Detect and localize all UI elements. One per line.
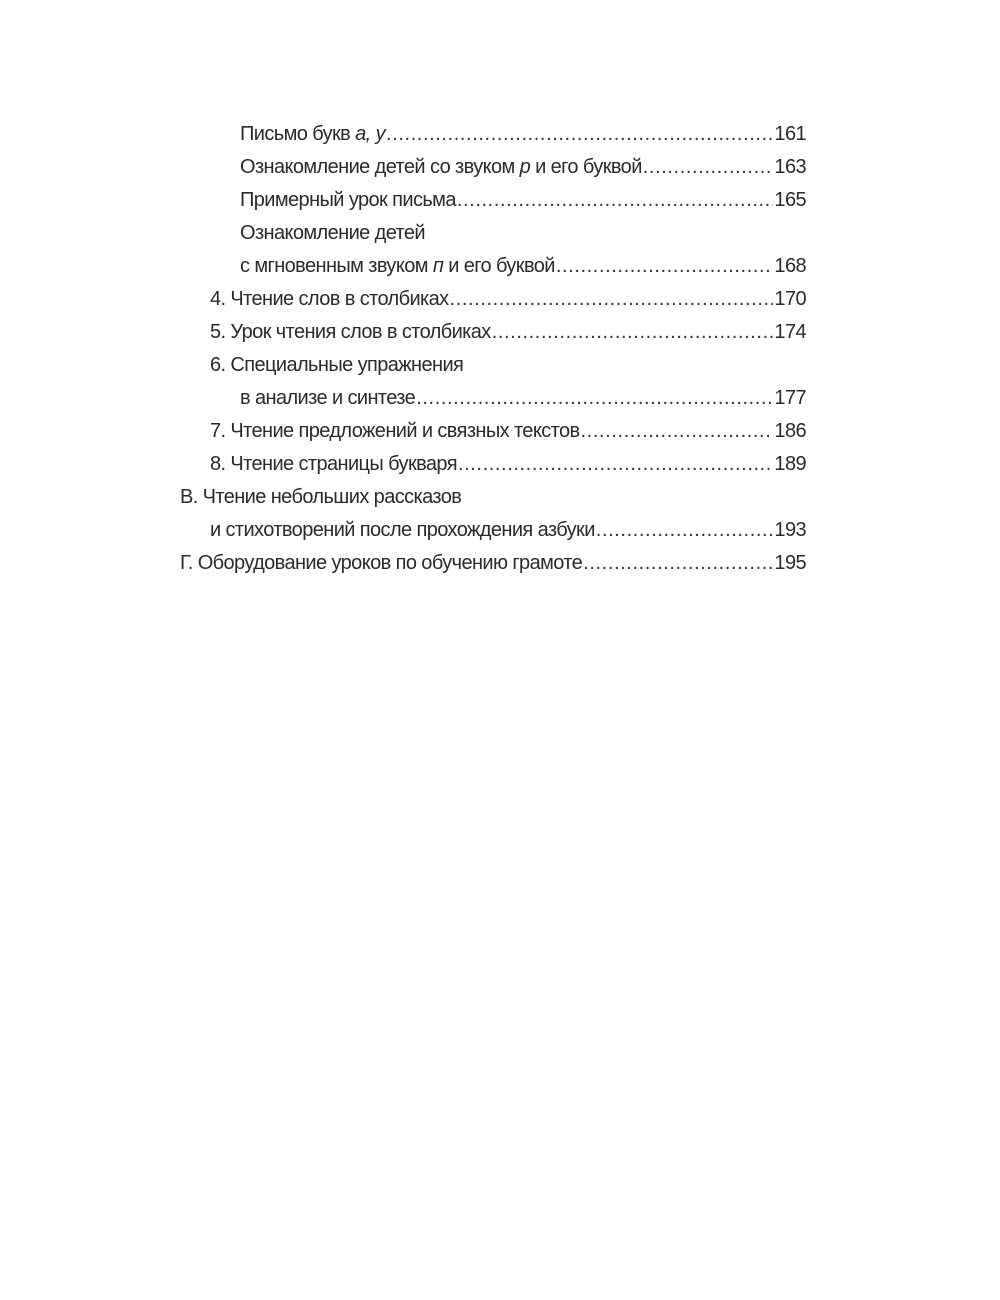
toc-entry (180, 415, 806, 448)
toc-entry (180, 382, 806, 415)
page-number: 177 (774, 387, 806, 409)
toc-entry (180, 448, 806, 481)
toc-entry (180, 316, 806, 349)
toc-entry-title (180, 547, 582, 580)
page-number: 165 (774, 189, 806, 211)
title-text: 4. Чтение слов в столбиках (210, 288, 449, 310)
title-text: Ознакомление детей со звуком (240, 156, 520, 178)
page-number: 168 (774, 255, 806, 277)
toc-entry (180, 118, 806, 151)
dot-leader (386, 118, 773, 151)
toc-entry (180, 547, 806, 580)
toc-entry-title (240, 217, 425, 250)
dot-leader (450, 283, 774, 316)
title-italic-letter: п (432, 255, 444, 277)
page-number: 170 (774, 288, 806, 310)
toc-entry-title (240, 184, 456, 217)
title-text: Ознакомление детей (240, 222, 425, 244)
dot-leader (416, 382, 773, 415)
toc-entry (180, 151, 806, 184)
toc-entry (180, 217, 806, 250)
page-number: 163 (774, 156, 806, 178)
toc-entry-title (240, 118, 385, 151)
page-number: 161 (774, 123, 806, 145)
toc-entry-title (240, 250, 555, 283)
title-text: Примерный урок письма (240, 189, 456, 211)
toc-entry-title (210, 415, 580, 448)
title-text-tail: и его буквой (443, 255, 555, 277)
title-italic-letter: а, у (355, 123, 385, 145)
toc-entry (180, 514, 806, 547)
title-text-tail: и его буквой (530, 156, 642, 178)
dot-leader (581, 415, 774, 448)
toc-entry (180, 481, 806, 514)
title-text: 6. Специальные упражнения (210, 354, 464, 376)
dot-leader (556, 250, 774, 283)
dot-leader (643, 151, 774, 184)
title-text: и стихотворений после прохождения азбуки (210, 519, 595, 541)
title-text: Письмо букв (240, 123, 356, 145)
dot-leader (492, 316, 774, 349)
toc-entry (180, 250, 806, 283)
table-of-contents (180, 118, 806, 580)
title-text: 7. Чтение предложений и связных текстов (210, 420, 580, 442)
toc-entry (180, 349, 806, 382)
title-text: В. Чтение небольших рассказов (180, 486, 462, 508)
toc-entry-title (240, 151, 642, 184)
title-text: в анализе и синтезе (240, 387, 416, 409)
toc-entry (180, 184, 806, 217)
page-number: 186 (774, 420, 806, 442)
page-number: 189 (774, 453, 806, 475)
title-text: Г. Оборудование уроков по обучению грамоте (180, 552, 583, 574)
page-number: 193 (774, 519, 806, 541)
title-italic-letter: р (519, 156, 531, 178)
title-text: с мгновенным звуком (240, 255, 433, 277)
dot-leader (457, 184, 774, 217)
title-text: 8. Чтение страницы букваря (210, 453, 457, 475)
toc-entry-title (180, 481, 461, 514)
page-number: 174 (774, 321, 806, 343)
dot-leader (596, 514, 774, 547)
toc-entry-title (210, 448, 457, 481)
toc-entry-title (210, 514, 595, 547)
dot-leader (583, 547, 773, 580)
page-number: 195 (774, 552, 806, 574)
toc-entry-title (240, 382, 415, 415)
toc-entry-title (210, 349, 463, 382)
toc-entry-title (210, 283, 449, 316)
title-text: 5. Урок чтения слов в столбиках (210, 321, 491, 343)
dot-leader (458, 448, 773, 481)
toc-entry (180, 283, 806, 316)
toc-entry-title (210, 316, 491, 349)
